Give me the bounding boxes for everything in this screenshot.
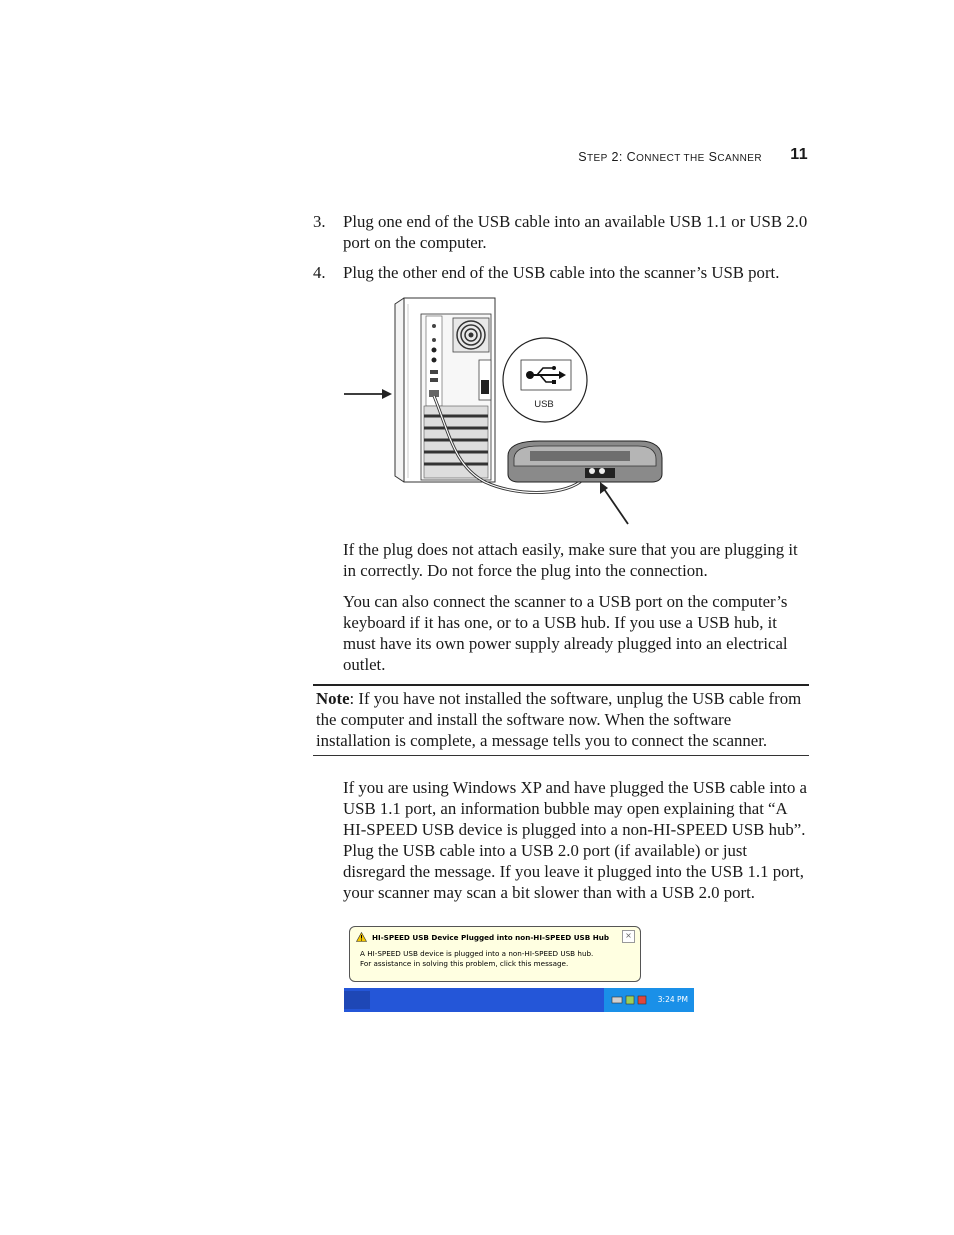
note-label: Note <box>316 689 350 708</box>
warning-icon <box>356 932 367 942</box>
paragraph-plug-attach: If the plug does not attach easily, make sure that you are plugging it in correctly. Do not force the plug into the connection. <box>343 540 798 580</box>
info-bubble[interactable] <box>349 926 641 982</box>
step-text: Plug one end of the USB cable into an available USB 1.1 or USB 2.0 port on the computer. <box>343 212 808 252</box>
system-tray <box>604 988 694 1012</box>
running-header <box>540 148 810 168</box>
arrow-to-computer-port-icon <box>344 389 392 399</box>
step-text: Plug the other end of the USB cable into the scanner’s USB port. <box>343 263 780 282</box>
network-tray-icon[interactable] <box>626 996 634 1004</box>
step-number: 4. <box>313 263 326 282</box>
usb-connection-illustration <box>340 296 670 528</box>
tray-icons <box>610 994 650 1006</box>
chapter-title: STEP 2: CONNECT THE SCANNER <box>578 150 762 164</box>
bubble-line-1: A HI-SPEED USB device is plugged into a non-HI-SPEED USB hub. <box>360 949 594 958</box>
computer-tower-icon <box>395 298 495 482</box>
bubble-title: HI-SPEED USB Device Plugged into non-HI-SPEED USB Hub <box>372 933 609 942</box>
windows-xp-notification-screenshot <box>344 916 694 1012</box>
usb-label: USB <box>534 399 554 410</box>
close-icon[interactable]: × <box>622 930 635 943</box>
clock[interactable]: 3:24 PM <box>657 995 688 1004</box>
paragraph-windows-xp: If you are using Windows XP and have plugged the USB cable into a USB 1.1 port, an information bubble may open explaining that “A HI-SPEED USB device is plugged into a non-HI-SPEED USB hub”. Plug the USB cable into a USB 2.0 port (if available) or just disregard the message. If you leave it plugged into the USB 1.1 port, your scanner may scan a bit slower than with a USB 2.0 port. <box>343 778 807 902</box>
bubble-line-2: For assistance in solving this problem, click this message. <box>360 959 569 968</box>
paragraph-keyboard-hub: You can also connect the scanner to a USB port on the computer’s keyboard if it has one, or to a USB hub. If you use a USB hub, it must have its own power supply already plugged into an electrical outlet. <box>343 592 788 674</box>
scanner-icon <box>508 441 662 482</box>
usb-port-callout <box>503 338 587 422</box>
taskbar <box>344 988 694 1012</box>
note-text <box>316 688 806 751</box>
step-number: 3. <box>313 212 326 231</box>
usb-tray-icon[interactable] <box>612 997 622 1003</box>
note-body: : If you have not installed the software, unplug the USB cable from the computer and install the software now. When the software installation is complete, a message tells you to connect the scanner. <box>316 689 802 750</box>
page-number: 11 <box>790 146 808 163</box>
start-button[interactable] <box>344 991 370 1009</box>
note-box <box>313 684 809 756</box>
security-tray-icon[interactable] <box>638 996 646 1004</box>
arrow-to-scanner-port-icon <box>600 482 628 524</box>
